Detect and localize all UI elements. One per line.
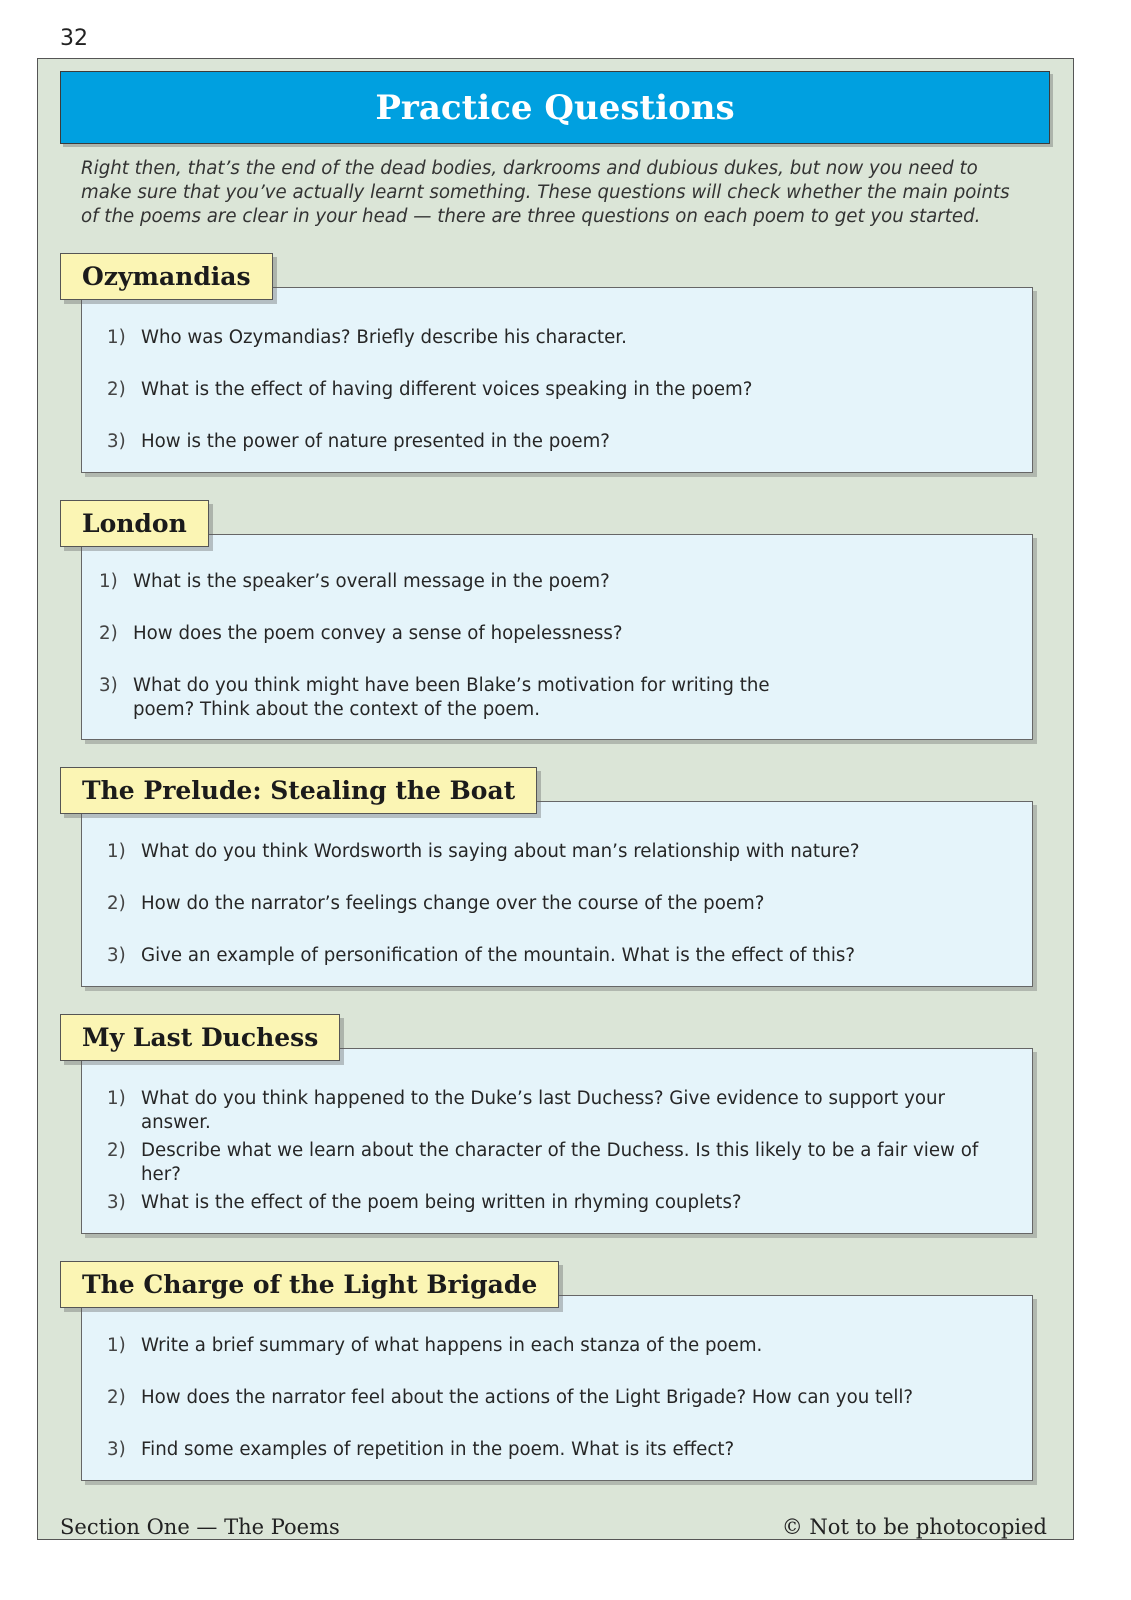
section-heading-tab	[60, 500, 209, 547]
page-title: Practice Questions	[375, 87, 735, 128]
question-text: How do the narrator’s feelings change over the course of the poem?	[141, 893, 765, 914]
question-item	[107, 326, 1012, 350]
question-number: 2)	[107, 379, 126, 400]
question-number: 1)	[99, 571, 118, 592]
question-text: Describe what we learn about the character of the Duchess. Is this likely to be a fair view of her?	[141, 1140, 979, 1185]
question-text: How is the power of nature presented in the poem?	[141, 431, 610, 452]
section-heading-tab	[60, 1261, 559, 1308]
question-number: 2)	[99, 623, 118, 644]
question-item	[107, 1087, 1012, 1135]
question-text: Write a brief summary of what happens in each stanza of the poem.	[141, 1335, 763, 1356]
question-text: How does the narrator feel about the actions of the Light Brigade? How can you tell?	[141, 1387, 914, 1408]
question-box	[81, 1048, 1033, 1234]
question-text: Find some examples of repetition in the poem. What is its effect?	[141, 1439, 735, 1460]
section-heading: London	[82, 509, 187, 538]
section-heading-tab	[60, 253, 273, 300]
question-number: 3)	[107, 945, 126, 966]
question-text: What is the speaker’s overall message in the poem?	[133, 571, 610, 592]
question-number: 3)	[107, 431, 126, 452]
question-text: What do you think Wordsworth is saying about man’s relationship with nature?	[141, 841, 860, 862]
practice-panel	[37, 58, 1074, 1540]
question-number: 2)	[107, 893, 126, 914]
question-text: What is the effect of having different voices speaking in the poem?	[141, 379, 753, 400]
question-box	[81, 1295, 1033, 1481]
section-heading: The Charge of the Light Brigade	[82, 1270, 538, 1299]
question-item	[107, 944, 1012, 968]
section-heading-tab	[60, 767, 537, 814]
question-number: 3)	[99, 675, 118, 696]
question-item	[107, 840, 1012, 864]
intro-text: Right then, that’s the end of the dead bodies, darkrooms and dubious dukes, but now you need to make sure that you’ve actually learnt something. These questions will check whether the main points of the poems are clear in your head — there are three questions on each poem to get you started.	[81, 158, 1010, 227]
question-box	[81, 534, 1033, 740]
question-number: 3)	[107, 1192, 126, 1213]
question-number: 1)	[107, 1335, 126, 1356]
question-number: 2)	[107, 1387, 126, 1408]
section-heading: The Prelude: Stealing the Boat	[82, 776, 516, 805]
question-number: 1)	[107, 1088, 126, 1109]
footer-section-label: Section One — The Poems	[60, 1515, 340, 1539]
question-number: 1)	[107, 841, 126, 862]
question-item	[107, 1139, 1012, 1187]
question-text: What do you think happened to the Duke’s last Duchess? Give evidence to support your answer.	[141, 1088, 945, 1133]
question-number: 2)	[107, 1140, 126, 1161]
question-item	[107, 1334, 1012, 1358]
title-banner	[60, 71, 1050, 144]
question-item	[107, 1191, 1012, 1215]
question-box	[81, 801, 1033, 987]
footer-copyright: © Not to be photocopied	[781, 1515, 1047, 1539]
question-number: 1)	[107, 327, 126, 348]
question-item	[107, 1438, 1012, 1462]
question-item	[99, 622, 1012, 646]
question-text: What do you think might have been Blake’s motivation for writing the poem? Think about the context of the poem.	[133, 675, 770, 720]
question-text: How does the poem convey a sense of hopelessness?	[133, 623, 623, 644]
question-item	[107, 430, 1012, 454]
question-text: What is the effect of the poem being written in rhyming couplets?	[141, 1192, 742, 1213]
question-item	[99, 570, 1012, 594]
question-item	[107, 1386, 1012, 1410]
page-number: 32	[60, 26, 88, 51]
question-number: 3)	[107, 1439, 126, 1460]
section-heading: My Last Duchess	[82, 1023, 319, 1052]
question-text: Who was Ozymandias? Briefly describe his character.	[141, 327, 627, 348]
question-box	[81, 287, 1033, 473]
question-item	[107, 892, 1012, 916]
question-item	[99, 674, 832, 722]
question-item	[107, 378, 1012, 402]
section-heading-tab	[60, 1014, 340, 1061]
section-heading: Ozymandias	[82, 262, 251, 291]
question-text: Give an example of personification of the mountain. What is the effect of this?	[141, 945, 856, 966]
